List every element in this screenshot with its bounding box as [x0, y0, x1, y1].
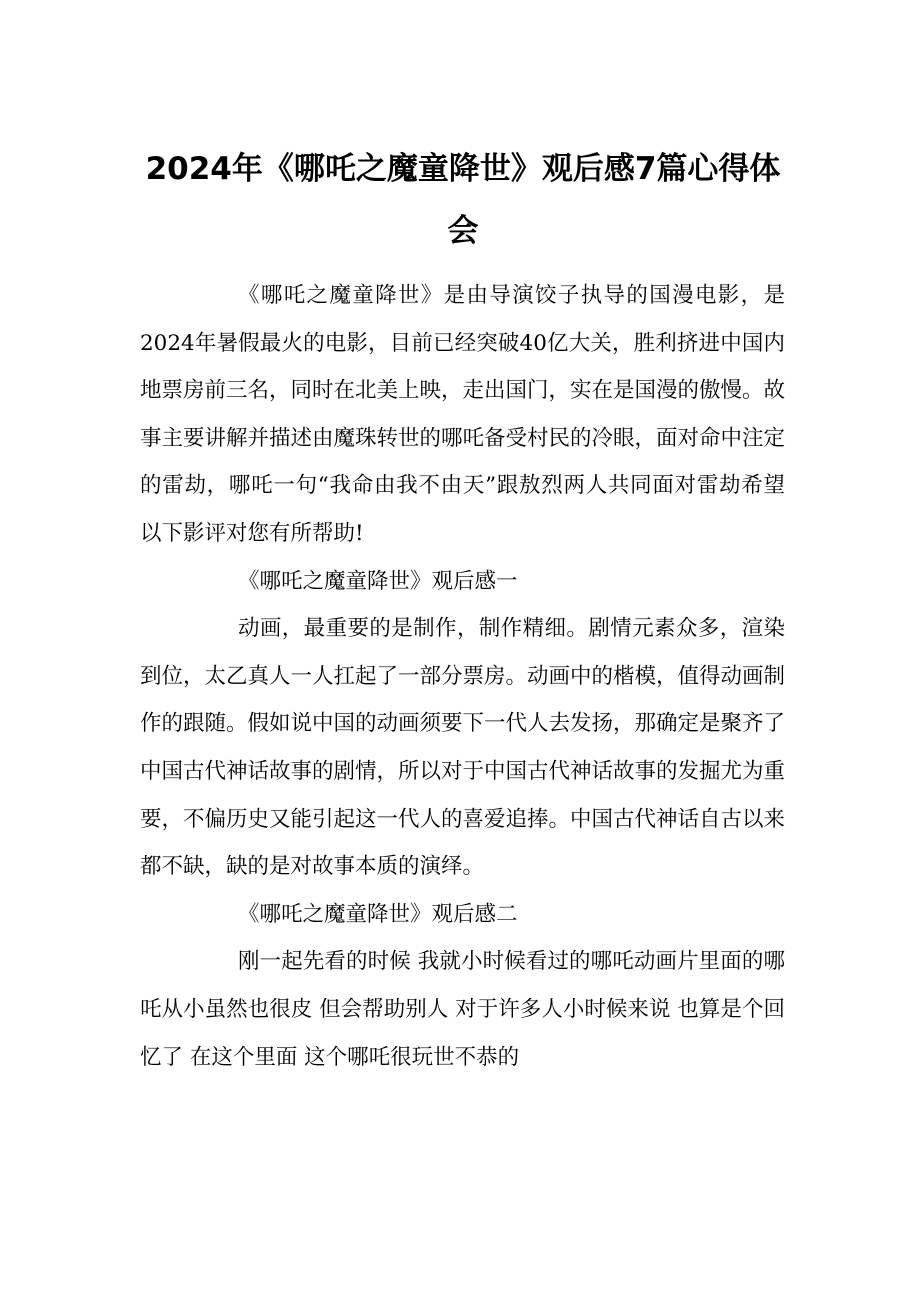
- document-title: 2024年《哪吒之魔童降世》观后感7篇心得体会: [145, 151, 781, 249]
- section-heading-two: 《哪吒之魔童降世》观后感二: [238, 901, 518, 927]
- review-one-paragraph: 动画，最重要的是制作，制作精细。剧情元素众多，渲染到位，太乙真人一人扛起了一部分票房。动画中的楷模，值得动画制作的跟随。假如说中国的动画须要下一代人去发扬，那确定是聚齐了中国古代神话故事的剧情，所以对于中国古代神话故事的发掘尤为重要，不偏历史又能引起这一代人的喜爱追捧。中国古代神话自古以来都不缺，缺的是对故事本质的演绎。: [140, 616, 786, 880]
- intro-paragraph: 《哪吒之魔童降世》是由导演饺子执导的国漫电影，是2024年暑假最火的电影，目前已经突破40亿大关，胜利挤进中国内地票房前三名，同时在北美上映，走出国门，实在是国漫的傲慢。故事主要讲解并描述由魔珠转世的哪吒备受村民的冷眼，面对命中注定的雷劫，哪吒一句“我命由我不由天”跟敖烈两人共同面对雷劫希望以下影评对您有所帮助!: [140, 283, 786, 546]
- document-body: [140, 272, 785, 1081]
- section-heading-one: 《哪吒之魔童降世》观后感一: [238, 568, 518, 594]
- review-two-paragraph: 刚一起先看的时候 我就小时候看过的哪吒动画片里面的哪吒从小虽然也很皮 但会帮助别人 对于许多人小时候来说 也算是个回忆了 在这个里面 这个哪吒很玩世不恭的: [140, 949, 785, 1070]
